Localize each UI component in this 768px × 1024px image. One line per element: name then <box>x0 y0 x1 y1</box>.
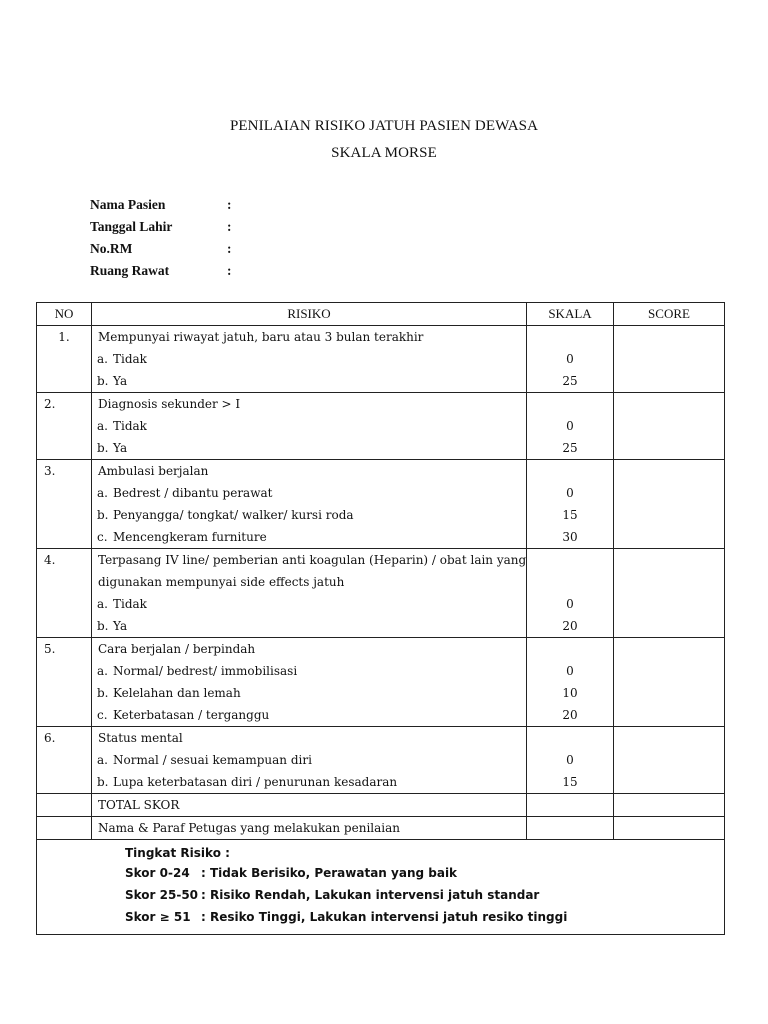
risk-level-desc: : Tidak Berisiko, Perawatan yang baik <box>201 866 458 880</box>
item-number-cell <box>37 393 92 460</box>
birth-date-colon: : <box>227 219 232 234</box>
risk-cell <box>92 638 527 727</box>
option-text: Ya <box>113 374 128 388</box>
skala-value: 15 <box>562 508 578 522</box>
risk-legend-cell <box>37 840 725 935</box>
skala-cell <box>527 549 614 638</box>
ward-row <box>90 263 390 285</box>
score-cell[interactable] <box>614 460 725 549</box>
risk-cell <box>92 549 527 638</box>
risk-question: Cara berjalan / berpindah <box>98 642 256 656</box>
item-number: 4. <box>44 553 56 567</box>
skala-value: 0 <box>566 352 574 366</box>
risk-option <box>92 526 526 548</box>
risk-option <box>92 348 526 370</box>
option-letter: b. <box>97 619 109 633</box>
risk-cell <box>92 326 527 393</box>
total-label: TOTAL SKOR <box>98 798 180 812</box>
option-letter: b. <box>97 775 109 789</box>
form-subtitle: SKALA MORSE <box>331 145 437 161</box>
birth-date-label: Tanggal Lahir <box>90 219 173 234</box>
item-number: 5. <box>44 642 56 656</box>
patient-name-label: Nama Pasien <box>90 197 166 212</box>
score-cell[interactable] <box>614 549 725 638</box>
risk-level-item <box>125 884 724 906</box>
option-text: Normal/ bedrest/ immobilisasi <box>113 664 298 678</box>
skala-cell <box>527 460 614 549</box>
item-number: 2. <box>44 397 56 411</box>
option-letter: a. <box>97 486 108 500</box>
risk-cell <box>92 393 527 460</box>
table-row <box>37 326 725 393</box>
option-letter: a. <box>97 753 108 767</box>
risk-level-range: Skor 0-24 <box>125 866 190 880</box>
ward-label: Ruang Rawat <box>90 263 170 278</box>
table-row <box>37 393 725 460</box>
option-text: Lupa keterbatasan diri / penurunan kesadaran <box>113 775 398 789</box>
option-letter: a. <box>97 419 108 433</box>
item-number-cell <box>37 549 92 638</box>
score-cell[interactable] <box>614 393 725 460</box>
risk-option <box>92 437 526 459</box>
birth-date-row <box>90 219 390 241</box>
skala-value: 10 <box>562 686 578 700</box>
skala-value: 25 <box>562 374 578 388</box>
risk-cell <box>92 460 527 549</box>
item-number: 3. <box>44 464 56 478</box>
signature-row <box>37 817 725 840</box>
risk-legend-row <box>37 840 725 935</box>
signature-skala-cell[interactable] <box>527 817 614 840</box>
header-no: NO <box>37 303 92 326</box>
item-number: 1. <box>58 330 70 344</box>
skala-value: 25 <box>562 441 578 455</box>
option-text: Mencengkeram furniture <box>113 530 267 544</box>
option-letter: b. <box>97 686 109 700</box>
option-text: Bedrest / dibantu perawat <box>113 486 273 500</box>
patient-info <box>90 197 390 285</box>
risk-option <box>92 771 526 793</box>
signature-label-cell <box>92 817 527 840</box>
skala-cell <box>527 326 614 393</box>
risk-option <box>92 749 526 771</box>
risk-legend-heading: Tingkat Risiko : <box>125 846 230 860</box>
medical-record-colon: : <box>227 241 232 256</box>
medical-record-label: No.RM <box>90 241 133 256</box>
option-letter: a. <box>97 352 108 366</box>
medical-record-row <box>90 241 390 263</box>
risk-level-range: Skor ≥ 51 <box>125 910 191 924</box>
risk-option <box>92 615 526 637</box>
risk-level-range: Skor 25-50 <box>125 888 199 902</box>
option-letter: a. <box>97 664 108 678</box>
risk-question: Terpasang IV line/ pemberian anti koagulan (Heparin) / obat lain yang <box>98 553 527 567</box>
option-text: Penyangga/ tongkat/ walker/ kursi roda <box>113 508 354 522</box>
skala-value: 0 <box>566 753 574 767</box>
signature-score-cell[interactable] <box>614 817 725 840</box>
risk-level-desc: : Risiko Rendah, Lakukan intervensi jatuh standar <box>201 888 540 902</box>
item-number-cell <box>37 727 92 794</box>
header-skala: SKALA <box>527 303 614 326</box>
signature-label: Nama & Paraf Petugas yang melakukan penilaian <box>98 821 400 835</box>
option-letter: a. <box>97 597 108 611</box>
skala-value: 30 <box>562 530 578 544</box>
option-letter: c. <box>97 530 108 544</box>
skala-value: 0 <box>566 664 574 678</box>
risk-option <box>92 660 526 682</box>
option-text: Kelelahan dan lemah <box>113 686 241 700</box>
skala-value: 20 <box>562 708 578 722</box>
option-letter: c. <box>97 708 108 722</box>
skala-cell <box>527 727 614 794</box>
skala-cell <box>527 393 614 460</box>
risk-level-item <box>125 862 724 884</box>
risk-option <box>92 593 526 615</box>
option-text: Tidak <box>113 352 147 366</box>
skala-value: 0 <box>566 597 574 611</box>
table-row <box>37 638 725 727</box>
skala-value: 20 <box>562 619 578 633</box>
score-cell[interactable] <box>614 727 725 794</box>
option-letter: b. <box>97 441 109 455</box>
risk-level-item <box>125 906 724 928</box>
risk-option <box>92 370 526 392</box>
risk-legend <box>37 840 724 934</box>
risk-option <box>92 415 526 437</box>
item-number: 6. <box>44 731 56 745</box>
table-row <box>37 727 725 794</box>
skala-cell <box>527 638 614 727</box>
total-score-cell[interactable] <box>614 794 725 817</box>
form-title: PENILAIAN RISIKO JATUH PASIEN DEWASA <box>229 118 539 134</box>
option-text: Ya <box>113 619 128 633</box>
risk-question: Status mental <box>98 731 183 745</box>
skala-value: 0 <box>566 486 574 500</box>
patient-name-row <box>90 197 390 219</box>
ward-colon: : <box>227 263 232 278</box>
table-row <box>37 460 725 549</box>
option-letter: b. <box>97 508 109 522</box>
risk-question: Mempunyai riwayat jatuh, baru atau 3 bulan terakhir <box>98 330 424 344</box>
item-number-cell <box>37 460 92 549</box>
risk-option <box>92 682 526 704</box>
score-cell[interactable] <box>614 326 725 393</box>
risk-question: Ambulasi berjalan <box>98 464 209 478</box>
header-score: SCORE <box>614 303 725 326</box>
patient-name-colon: : <box>227 197 232 212</box>
header-risiko: RISIKO <box>92 303 527 326</box>
option-text: Tidak <box>113 597 147 611</box>
risk-level-desc: : Resiko Tinggi, Lakukan intervensi jatuh resiko tinggi <box>201 910 568 924</box>
total-row <box>37 794 725 817</box>
option-text: Normal / sesuai kemampuan diri <box>113 753 312 767</box>
total-skala-cell <box>527 794 614 817</box>
total-label-cell <box>92 794 527 817</box>
skala-value: 15 <box>562 775 578 789</box>
skala-value: 0 <box>566 419 574 433</box>
score-cell[interactable] <box>614 638 725 727</box>
risk-question: Diagnosis sekunder > I <box>98 397 241 411</box>
option-text: Keterbatasan / terganggu <box>113 708 270 722</box>
table-row <box>37 549 725 638</box>
option-text: Ya <box>113 441 128 455</box>
item-number-cell <box>37 638 92 727</box>
option-letter: b. <box>97 374 109 388</box>
option-text: Tidak <box>113 419 147 433</box>
risk-question-continued: digunakan mempunyai side effects jatuh <box>98 575 345 589</box>
signature-no-cell <box>37 817 92 840</box>
total-no-cell <box>37 794 92 817</box>
risk-option <box>92 704 526 726</box>
morse-scale-table <box>36 302 725 935</box>
risk-option <box>92 482 526 504</box>
table-header-row <box>37 303 725 326</box>
item-number-cell <box>37 326 92 393</box>
risk-option <box>92 504 526 526</box>
risk-cell <box>92 727 527 794</box>
